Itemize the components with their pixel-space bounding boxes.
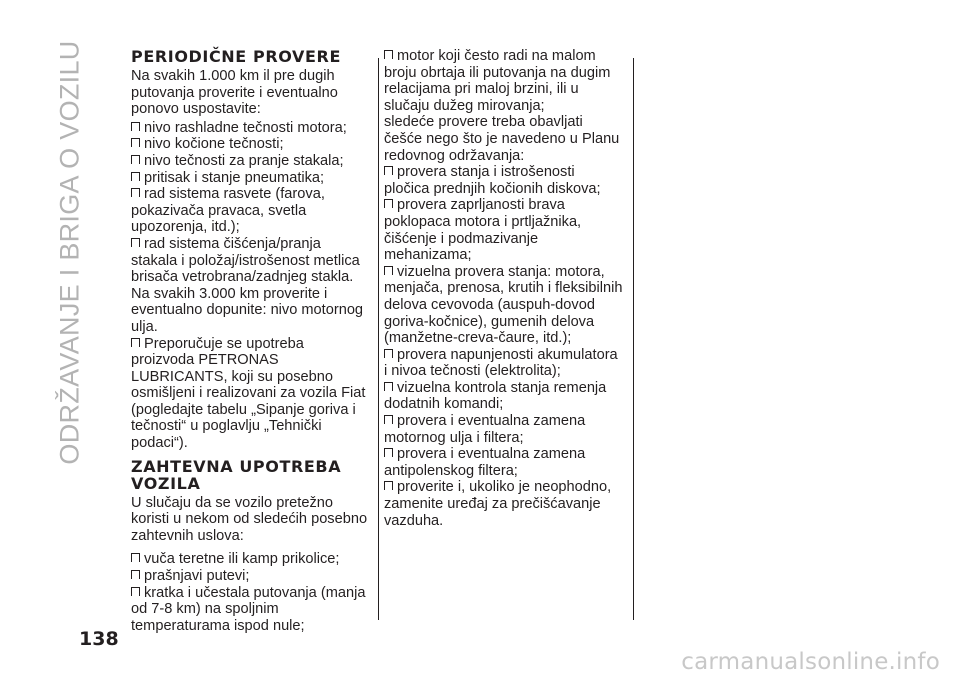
list-item: vuča teretne ili kamp prikolice; — [131, 551, 371, 568]
list-item: nivo rashladne tečnosti motora; — [131, 120, 371, 137]
list-item: prašnjavi putevi; — [131, 568, 371, 585]
column-divider-right — [633, 58, 634, 620]
bullet-icon — [384, 349, 393, 358]
bullet-icon — [384, 481, 393, 490]
text-column-2 — [384, 48, 624, 529]
paragraph: sledeće provere treba obavljati češće nego što je navedeno u Planu redovnog održavanja: — [384, 114, 620, 164]
bullet-icon — [131, 155, 140, 164]
list-item: nivo kočione tečnosti; — [131, 136, 371, 153]
bullet-icon — [131, 587, 140, 596]
list-item: Preporučuje se upotreba proizvoda PETRONAS LUBRICANTS, koji su posebno osmišljeni i realizovani za vozila Fiat (pogledajte tabelu „Sipanje goriva i tečnosti“ u poglavlju „Tehnički podaci“). — [131, 335, 366, 452]
bullet-icon — [384, 266, 393, 275]
bullet-icon — [384, 415, 393, 424]
list-item: provera napunjenosti akumulatora i nivoa tečnosti (elektrolita); — [384, 346, 618, 380]
list-item: rad sistema rasvete (farova, pokazivača pravaca, svetla upozorenja, itd.); — [131, 186, 325, 236]
list-item: nivo tečnosti za pranje stakala; — [131, 153, 371, 170]
list-item: kratka i učestala putovanja (manja od 7-8 km) na spoljnim temperaturama ispod nule; — [131, 584, 366, 634]
bullet-icon — [131, 238, 140, 247]
section-heading-periodic-checks: PERIODIČNE PROVERE — [131, 47, 341, 66]
page-number: 138 — [79, 628, 119, 650]
bullet-icon — [131, 172, 140, 181]
bullet-icon — [131, 188, 140, 197]
text-column-1 — [131, 48, 371, 634]
list-item: provera i eventualna zamena antipolenskog filtera; — [384, 446, 586, 479]
list-item: motor koji često radi na malom broju obrtaja ili putovanja na dugim relacijama pri maloj brzini, ili u slučaju dužeg mirovanja; — [384, 48, 611, 114]
list-item: provera stanja i istrošenosti pločica prednjih kočionih diskova; — [384, 164, 601, 197]
column-divider-left — [378, 58, 379, 620]
list-item: provera zaprljanosti brava poklopaca motora i prtljažnika, čišćenje i podmazivanje mehanizama; — [384, 197, 582, 264]
bullet-icon — [384, 382, 393, 391]
bullet-icon — [384, 448, 393, 457]
bullet-icon — [131, 570, 140, 579]
chapter-side-title — [40, 40, 100, 465]
section-intro: U slučaju da se vozilo pretežno koristi u nekom od sledećih posebno zahtevnih uslova: — [131, 494, 368, 544]
bullet-icon — [384, 166, 393, 175]
section-heading-demanding-use: ZAHTEVNA UPOTREBA VOZILA — [131, 456, 342, 493]
section-intro: Na svakih 1.000 km il pre dugih putovanja proverite i eventualno ponovo uspostavite: — [131, 68, 338, 118]
list-item: vizuelna provera stanja: motora, menjača, prenosa, krutih i fleksibilnih delova cevovoda (auspuh-dovod goriva-kočnice), gumenih delova (manžetne-creva-čaure, itd.); — [384, 263, 623, 347]
bullet-icon — [384, 199, 393, 208]
list-item: pritisak i stanje pneumatika; — [131, 170, 371, 187]
bullet-icon — [131, 338, 140, 347]
list-item: proverite i, ukoliko je neophodno, zamenite uređaj za prečišćavanje vazduha. — [384, 479, 612, 529]
list-item: vizuelna kontrola stanja remenja dodatnih komandi; — [384, 379, 607, 413]
list-item: rad sistema čišćenja/pranja stakala i položaj/istrošenost metlica brisača vetrobrana/zadnjeg stakla. Na svakih 3.000 km proverite i eventualno dopunite: nivo motornog ulja. — [131, 235, 364, 335]
chapter-side-title-text: ODRŽAVANJE I BRIGA O VOZILU — [54, 40, 85, 465]
bullet-icon — [131, 138, 140, 147]
watermark: carmanualsonline.info — [681, 649, 940, 675]
bullet-icon — [131, 553, 140, 562]
bullet-icon — [131, 122, 140, 131]
bullet-icon — [384, 50, 393, 59]
list-item: provera i eventualna zamena motornog ulja i filtera; — [384, 413, 586, 446]
